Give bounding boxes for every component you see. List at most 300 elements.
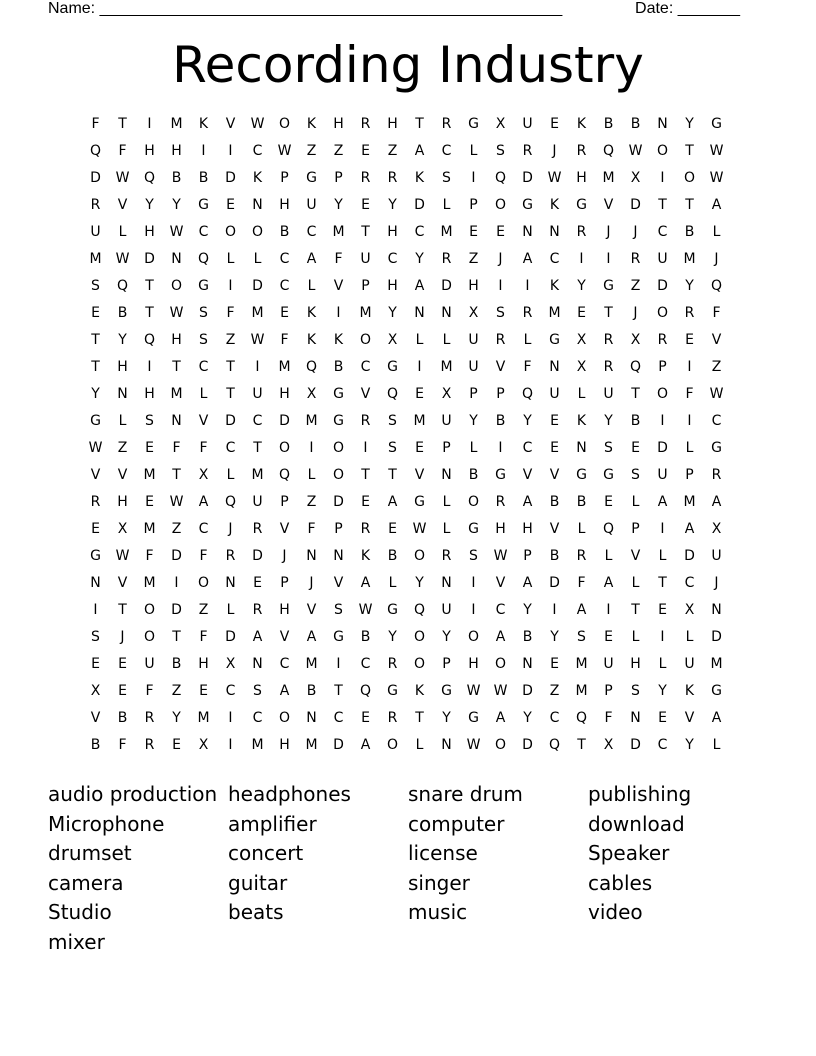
grid-cell: Z bbox=[171, 521, 182, 537]
grid-cell: X bbox=[225, 656, 236, 672]
grid-cell: O bbox=[170, 278, 183, 294]
grid-cell: N bbox=[522, 224, 533, 240]
grid-cell: R bbox=[387, 710, 398, 726]
grid-cell: C bbox=[279, 278, 290, 294]
grid-cell: C bbox=[549, 710, 560, 726]
grid-cell: A bbox=[414, 278, 425, 294]
grid-cell: X bbox=[711, 521, 722, 537]
grid-cell: C bbox=[225, 683, 236, 699]
grid-cell: D bbox=[252, 548, 263, 564]
grid-cell: F bbox=[226, 305, 235, 321]
word-bank-item: Speaker bbox=[588, 841, 670, 866]
grid-cell: Q bbox=[197, 251, 210, 267]
grid-cell: V bbox=[90, 710, 101, 726]
grid-cell: K bbox=[306, 305, 317, 321]
grid-cell: H bbox=[468, 656, 479, 672]
grid-cell: V bbox=[225, 116, 236, 132]
grid-cell: N bbox=[333, 548, 344, 564]
grid-cell: L bbox=[442, 197, 451, 213]
grid-cell: D bbox=[684, 548, 695, 564]
grid-cell: M bbox=[143, 575, 156, 591]
grid-cell: K bbox=[333, 332, 344, 348]
grid-cell: S bbox=[91, 278, 100, 294]
grid-cell: N bbox=[225, 575, 236, 591]
grid-cell: E bbox=[226, 197, 235, 213]
grid-cell: Q bbox=[548, 737, 561, 753]
grid-cell: U bbox=[252, 494, 263, 510]
grid-cell: O bbox=[413, 629, 426, 645]
grid-cell: P bbox=[442, 656, 451, 672]
grid-cell: O bbox=[656, 305, 669, 321]
grid-cell: H bbox=[333, 116, 344, 132]
grid-cell: U bbox=[441, 602, 452, 618]
grid-cell: I bbox=[336, 305, 341, 321]
grid-cell: M bbox=[602, 170, 615, 186]
grid-cell: B bbox=[198, 170, 209, 186]
grid-cell: U bbox=[657, 467, 668, 483]
word-bank bbox=[48, 780, 768, 958]
word-bank-item: singer bbox=[408, 870, 470, 895]
grid-cell: A bbox=[306, 629, 317, 645]
grid-cell: D bbox=[333, 737, 344, 753]
grid-cell: M bbox=[251, 467, 264, 483]
word-bank-item: cables bbox=[588, 870, 653, 895]
grid-cell: J bbox=[120, 629, 125, 645]
grid-cell: C bbox=[198, 224, 209, 240]
grid-cell: G bbox=[711, 683, 722, 699]
grid-cell: Q bbox=[89, 143, 102, 159]
grid-cell: T bbox=[361, 224, 370, 240]
grid-cell: W bbox=[169, 494, 184, 510]
grid-cell: Y bbox=[550, 629, 559, 645]
grid-cell: C bbox=[657, 737, 668, 753]
grid-cell: I bbox=[336, 656, 341, 672]
grid-cell: Z bbox=[306, 494, 317, 510]
grid-cell: F bbox=[334, 251, 343, 267]
grid-cell: D bbox=[630, 197, 641, 213]
grid-cell: J bbox=[714, 575, 719, 591]
grid-cell: T bbox=[577, 737, 586, 753]
grid-cell: S bbox=[253, 683, 262, 699]
grid-cell: R bbox=[495, 332, 506, 348]
grid-cell: Y bbox=[604, 413, 613, 429]
grid-cell: O bbox=[224, 224, 237, 240]
grid-cell: B bbox=[387, 548, 398, 564]
grid-cell: I bbox=[93, 602, 98, 618]
grid-cell: O bbox=[278, 440, 291, 456]
grid-cell: A bbox=[522, 575, 533, 591]
grid-cell: G bbox=[522, 197, 533, 213]
grid-cell: K bbox=[360, 548, 371, 564]
grid-cell: O bbox=[143, 602, 156, 618]
grid-cell: B bbox=[90, 737, 101, 753]
grid-cell: D bbox=[225, 170, 236, 186]
grid-cell: R bbox=[711, 467, 722, 483]
grid-cell: L bbox=[712, 737, 721, 753]
grid-cell: M bbox=[143, 467, 156, 483]
grid-cell: M bbox=[197, 710, 210, 726]
grid-cell: X bbox=[630, 170, 641, 186]
grid-cell: D bbox=[90, 170, 101, 186]
grid-cell: H bbox=[117, 359, 128, 375]
grid-cell: R bbox=[576, 143, 587, 159]
grid-cell: D bbox=[630, 737, 641, 753]
grid-cell: T bbox=[118, 602, 127, 618]
grid-cell: E bbox=[280, 305, 289, 321]
grid-cell: C bbox=[522, 440, 533, 456]
grid-cell: C bbox=[333, 710, 344, 726]
grid-cell: Q bbox=[143, 332, 156, 348]
grid-cell: D bbox=[441, 278, 452, 294]
grid-cell: E bbox=[253, 575, 262, 591]
word-bank-item: concert bbox=[228, 841, 304, 866]
grid-cell: S bbox=[334, 602, 343, 618]
grid-cell: W bbox=[493, 548, 508, 564]
grid-cell: U bbox=[603, 386, 614, 402]
grid-cell: W bbox=[412, 521, 427, 537]
grid-cell: E bbox=[145, 440, 154, 456]
grid-cell: L bbox=[577, 521, 586, 537]
grid-cell: X bbox=[117, 521, 128, 537]
grid-cell: T bbox=[415, 116, 424, 132]
grid-cell: F bbox=[685, 386, 694, 402]
grid-cell: Q bbox=[386, 386, 399, 402]
grid-cell: N bbox=[414, 305, 425, 321]
grid-cell: E bbox=[631, 440, 640, 456]
grid-cell: O bbox=[197, 575, 210, 591]
grid-cell: I bbox=[660, 170, 665, 186]
grid-cell: L bbox=[307, 467, 316, 483]
grid-cell: S bbox=[496, 143, 505, 159]
grid-cell: H bbox=[387, 116, 398, 132]
grid-cell: U bbox=[684, 656, 695, 672]
grid-cell: W bbox=[277, 143, 292, 159]
grid-cell: A bbox=[684, 521, 695, 537]
grid-cell: H bbox=[279, 386, 290, 402]
grid-cell: K bbox=[306, 332, 317, 348]
grid-cell: Q bbox=[278, 467, 291, 483]
grid-cell: B bbox=[333, 359, 344, 375]
grid-cell: Q bbox=[143, 170, 156, 186]
grid-cell: O bbox=[494, 656, 507, 672]
grid-cell: T bbox=[604, 305, 613, 321]
grid-cell: C bbox=[387, 251, 398, 267]
grid-cell: R bbox=[252, 602, 263, 618]
grid-cell: W bbox=[250, 332, 265, 348]
grid-cell: T bbox=[415, 710, 424, 726]
grid-cell: B bbox=[117, 710, 128, 726]
grid-cell: W bbox=[709, 143, 724, 159]
grid-cell: S bbox=[469, 548, 478, 564]
grid-cell: G bbox=[549, 332, 560, 348]
grid-cell: U bbox=[306, 197, 317, 213]
grid-cell: G bbox=[387, 683, 398, 699]
grid-cell: K bbox=[414, 683, 425, 699]
header-row bbox=[48, 0, 740, 18]
grid-cell: W bbox=[250, 116, 265, 132]
grid-cell: B bbox=[117, 305, 128, 321]
grid-cell: Q bbox=[224, 494, 237, 510]
grid-cell: Y bbox=[685, 737, 694, 753]
grid-cell: L bbox=[658, 548, 667, 564]
grid-cell: R bbox=[522, 305, 533, 321]
grid-cell: B bbox=[549, 494, 560, 510]
grid-cell: N bbox=[441, 305, 452, 321]
grid-cell: X bbox=[306, 386, 317, 402]
grid-cell: L bbox=[388, 575, 397, 591]
grid-cell: G bbox=[387, 602, 398, 618]
grid-cell: V bbox=[279, 521, 290, 537]
grid-cell: R bbox=[441, 548, 452, 564]
grid-cell: L bbox=[118, 413, 127, 429]
grid-cell: P bbox=[280, 170, 289, 186]
grid-cell: U bbox=[522, 116, 533, 132]
grid-cell: N bbox=[549, 224, 560, 240]
grid-cell: F bbox=[280, 332, 289, 348]
grid-cell: J bbox=[606, 224, 611, 240]
grid-cell: V bbox=[360, 386, 371, 402]
grid-cell: Q bbox=[629, 359, 642, 375]
grid-cell: R bbox=[576, 224, 587, 240]
grid-cell: F bbox=[118, 737, 127, 753]
grid-cell: Z bbox=[711, 359, 722, 375]
grid-cell: I bbox=[147, 359, 152, 375]
grid-cell: I bbox=[498, 278, 503, 294]
grid-cell: Z bbox=[630, 278, 641, 294]
grid-cell: Y bbox=[172, 197, 181, 213]
grid-cell: O bbox=[413, 656, 426, 672]
grid-cell: A bbox=[711, 710, 722, 726]
grid-cell: V bbox=[603, 197, 614, 213]
grid-cell: E bbox=[91, 521, 100, 537]
grid-cell: B bbox=[630, 116, 641, 132]
grid-cell: Z bbox=[117, 440, 128, 456]
grid-cell: D bbox=[657, 440, 668, 456]
grid-cell: Q bbox=[305, 359, 318, 375]
grid-cell: C bbox=[252, 413, 263, 429]
grid-cell: U bbox=[711, 548, 722, 564]
grid-cell: A bbox=[711, 197, 722, 213]
grid-cell: T bbox=[334, 683, 343, 699]
grid-cell: B bbox=[495, 413, 506, 429]
grid-cell: M bbox=[251, 305, 264, 321]
grid-cell: I bbox=[255, 359, 260, 375]
grid-cell: X bbox=[495, 116, 506, 132]
grid-cell: X bbox=[576, 359, 587, 375]
grid-cell: O bbox=[494, 737, 507, 753]
grid-cell: E bbox=[550, 656, 559, 672]
grid-cell: L bbox=[415, 737, 424, 753]
grid-cell: R bbox=[603, 359, 614, 375]
grid-cell: N bbox=[252, 656, 263, 672]
grid-cell: Y bbox=[442, 629, 451, 645]
grid-cell: F bbox=[523, 359, 532, 375]
grid-cell: R bbox=[441, 251, 452, 267]
grid-cell: W bbox=[547, 170, 562, 186]
grid-cell: A bbox=[279, 683, 290, 699]
grid-cell: V bbox=[333, 278, 344, 294]
page-title: Recording Industry bbox=[172, 36, 644, 94]
grid-cell: E bbox=[415, 440, 424, 456]
grid-cell: B bbox=[306, 683, 317, 699]
grid-cell: N bbox=[576, 440, 587, 456]
grid-cell: V bbox=[306, 602, 317, 618]
grid-cell: G bbox=[468, 116, 479, 132]
grid-cell: N bbox=[522, 656, 533, 672]
grid-cell: H bbox=[144, 143, 155, 159]
grid-cell: Y bbox=[415, 251, 424, 267]
grid-cell: G bbox=[198, 197, 209, 213]
grid-cell: X bbox=[468, 305, 479, 321]
grid-cell: G bbox=[603, 467, 614, 483]
grid-cell: T bbox=[631, 386, 640, 402]
grid-cell: K bbox=[306, 116, 317, 132]
grid-cell: M bbox=[575, 656, 588, 672]
letter-grid bbox=[82, 113, 730, 761]
grid-cell: A bbox=[657, 494, 668, 510]
grid-cell: L bbox=[631, 494, 640, 510]
word-bank-item: headphones bbox=[228, 782, 351, 806]
grid-cell: L bbox=[415, 332, 424, 348]
grid-cell: G bbox=[333, 413, 344, 429]
grid-cell: L bbox=[523, 332, 532, 348]
grid-cell: R bbox=[603, 332, 614, 348]
grid-cell: O bbox=[143, 629, 156, 645]
grid-cell: S bbox=[388, 440, 397, 456]
grid-cell: M bbox=[440, 359, 453, 375]
grid-cell: I bbox=[660, 521, 665, 537]
grid-cell: D bbox=[522, 683, 533, 699]
grid-cell: X bbox=[603, 737, 614, 753]
word-bank-item: amplifier bbox=[228, 811, 317, 836]
grid-cell: C bbox=[360, 656, 371, 672]
grid-cell: L bbox=[307, 278, 316, 294]
grid-cell: Z bbox=[549, 683, 560, 699]
grid-cell: M bbox=[548, 305, 561, 321]
grid-cell: O bbox=[359, 332, 372, 348]
grid-cell: C bbox=[684, 575, 695, 591]
grid-cell: P bbox=[280, 494, 289, 510]
grid-cell: Z bbox=[198, 602, 209, 618]
word-bank-item: download bbox=[588, 811, 685, 836]
grid-cell: T bbox=[91, 332, 100, 348]
grid-cell: J bbox=[633, 305, 638, 321]
grid-cell: V bbox=[549, 521, 560, 537]
grid-cell: R bbox=[360, 413, 371, 429]
grid-cell: F bbox=[199, 548, 208, 564]
grid-cell: L bbox=[604, 548, 613, 564]
grid-cell: J bbox=[633, 224, 638, 240]
grid-cell: H bbox=[198, 656, 209, 672]
grid-cell: J bbox=[552, 143, 557, 159]
grid-cell: H bbox=[387, 278, 398, 294]
grid-cell: L bbox=[253, 251, 262, 267]
grid-cell: T bbox=[172, 359, 181, 375]
grid-cell: E bbox=[118, 683, 127, 699]
grid-cell: U bbox=[468, 332, 479, 348]
grid-cell: T bbox=[361, 467, 370, 483]
grid-cell: H bbox=[144, 224, 155, 240]
grid-cell: Z bbox=[333, 143, 344, 159]
grid-cell: E bbox=[415, 386, 424, 402]
grid-cell: M bbox=[143, 521, 156, 537]
grid-cell: M bbox=[413, 413, 426, 429]
grid-cell: Z bbox=[171, 683, 182, 699]
word-bank-item: music bbox=[408, 900, 468, 925]
grid-cell: T bbox=[631, 602, 640, 618]
grid-cell: Y bbox=[469, 413, 478, 429]
grid-cell: G bbox=[495, 467, 506, 483]
grid-cell: H bbox=[630, 656, 641, 672]
grid-cell: Y bbox=[388, 197, 397, 213]
grid-cell: W bbox=[466, 683, 481, 699]
grid-cell: K bbox=[414, 170, 425, 186]
grid-cell: B bbox=[360, 629, 371, 645]
grid-cell: I bbox=[471, 170, 476, 186]
grid-cell: U bbox=[549, 386, 560, 402]
grid-cell: W bbox=[628, 143, 643, 159]
grid-cell: J bbox=[309, 575, 314, 591]
grid-cell: A bbox=[603, 575, 614, 591]
grid-cell: C bbox=[360, 359, 371, 375]
grid-cell: E bbox=[91, 305, 100, 321]
grid-cell: I bbox=[471, 602, 476, 618]
grid-cell: L bbox=[199, 386, 208, 402]
grid-cell: Y bbox=[334, 197, 343, 213]
grid-cell: U bbox=[144, 656, 155, 672]
grid-cell: Q bbox=[494, 170, 507, 186]
grid-cell: G bbox=[468, 710, 479, 726]
grid-cell: R bbox=[360, 521, 371, 537]
grid-cell: C bbox=[252, 143, 263, 159]
grid-cell: F bbox=[712, 305, 721, 321]
grid-cell: G bbox=[198, 278, 209, 294]
grid-cell: H bbox=[171, 143, 182, 159]
grid-cell: D bbox=[549, 575, 560, 591]
grid-cell: W bbox=[709, 170, 724, 186]
grid-cell: G bbox=[90, 413, 101, 429]
grid-cell: Q bbox=[602, 143, 615, 159]
grid-cell: R bbox=[387, 170, 398, 186]
grid-cell: T bbox=[226, 386, 235, 402]
grid-cell: P bbox=[334, 170, 343, 186]
grid-cell: S bbox=[91, 629, 100, 645]
grid-cell: Q bbox=[116, 278, 129, 294]
grid-cell: U bbox=[90, 224, 101, 240]
word-bank-item: Microphone bbox=[48, 811, 165, 836]
grid-cell: F bbox=[199, 440, 208, 456]
grid-cell: X bbox=[198, 737, 209, 753]
grid-cell: A bbox=[495, 629, 506, 645]
grid-cell: W bbox=[115, 251, 130, 267]
grid-cell: M bbox=[710, 656, 723, 672]
grid-cell: H bbox=[279, 737, 290, 753]
grid-cell: P bbox=[280, 575, 289, 591]
grid-cell: V bbox=[549, 467, 560, 483]
grid-cell: A bbox=[360, 737, 371, 753]
grid-cell: H bbox=[279, 197, 290, 213]
grid-cell: Y bbox=[415, 575, 424, 591]
grid-cell: M bbox=[170, 386, 183, 402]
grid-cell: R bbox=[90, 494, 101, 510]
grid-cell: D bbox=[225, 629, 236, 645]
grid-cell: B bbox=[468, 467, 479, 483]
grid-cell: F bbox=[118, 143, 127, 159]
grid-cell: C bbox=[252, 710, 263, 726]
grid-cell: Y bbox=[523, 413, 532, 429]
grid-cell: D bbox=[522, 737, 533, 753]
grid-cell: I bbox=[606, 602, 611, 618]
